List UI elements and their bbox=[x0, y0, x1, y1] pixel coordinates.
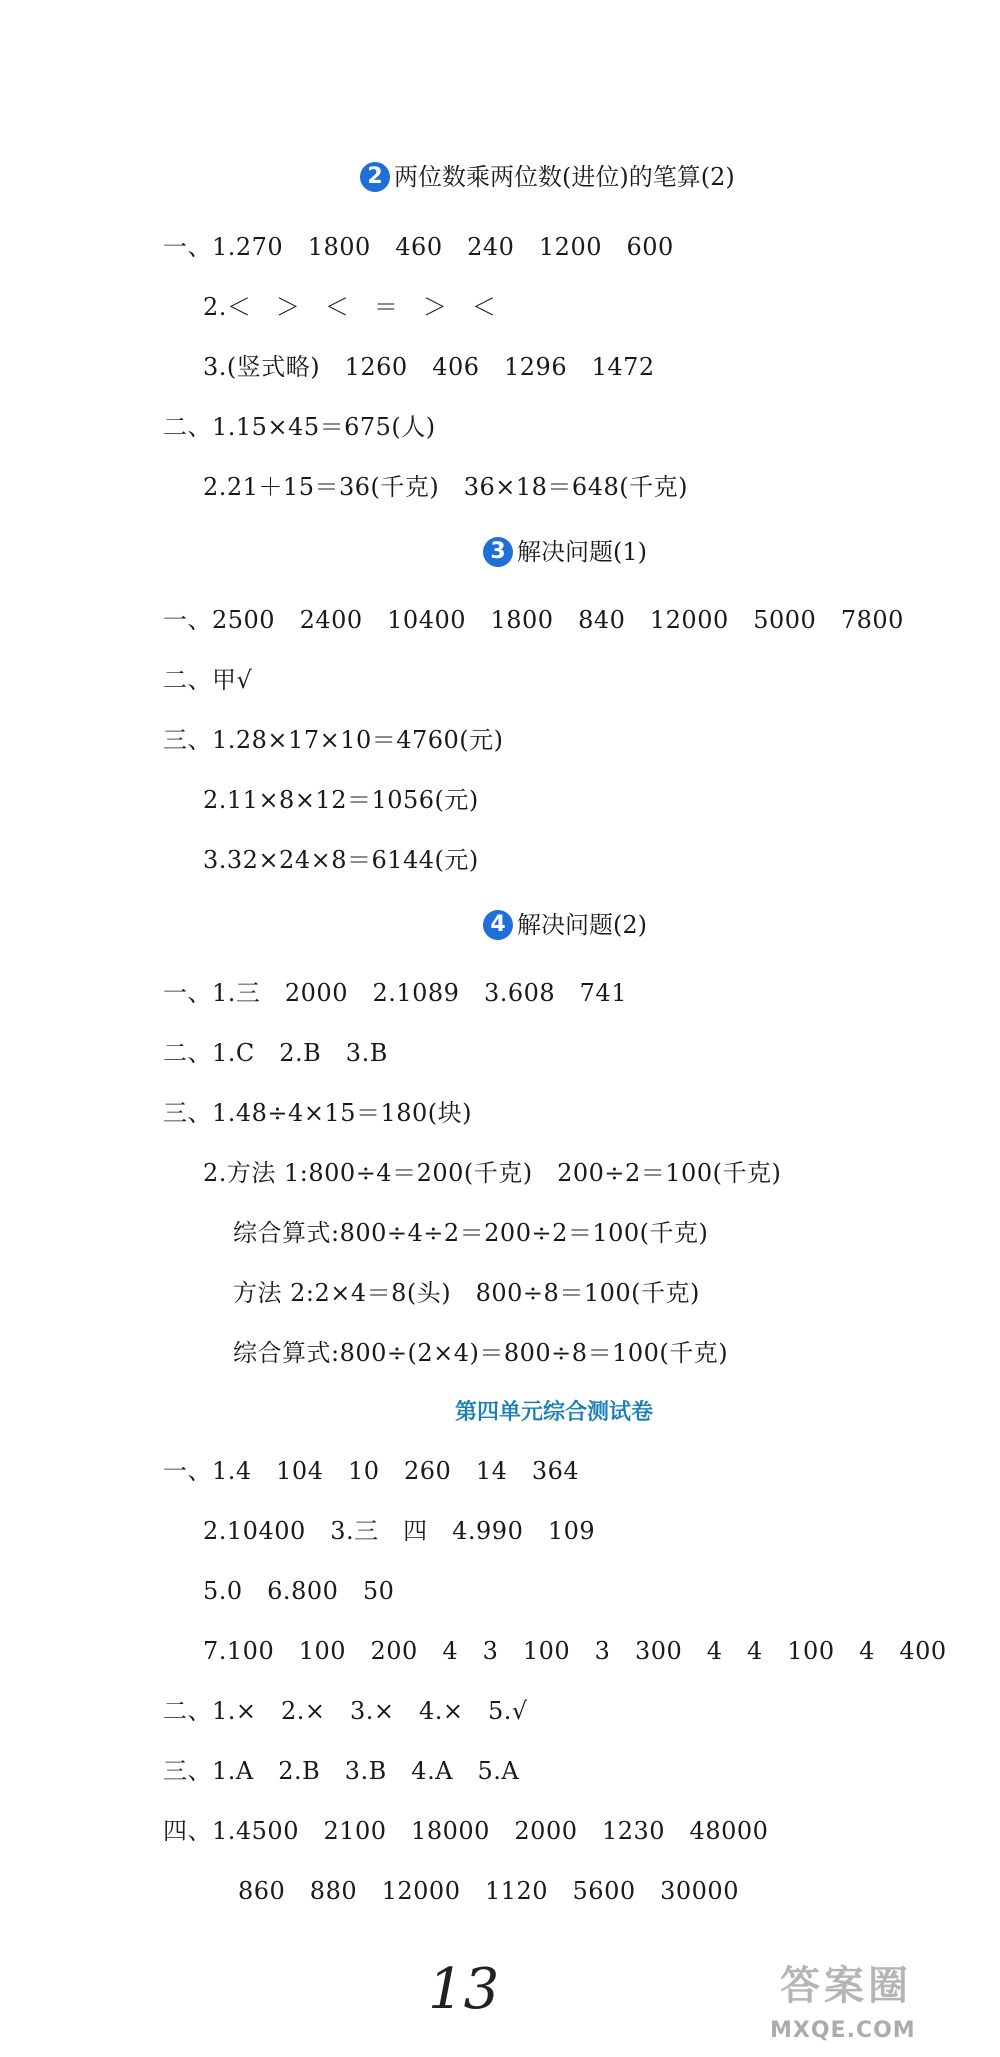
answer-line: 2.＜ ＞ ＜ ＝ ＞ ＜ bbox=[203, 293, 497, 321]
answer-line: 一、1.三 2000 2.1089 3.608 741 bbox=[163, 979, 627, 1007]
answer-line: 二、1.× 2.× 3.× 4.× 5.√ bbox=[163, 1697, 528, 1725]
answer-line: 四、1.4500 2100 18000 2000 1230 48000 bbox=[163, 1817, 769, 1845]
section-heading-4 bbox=[483, 908, 647, 942]
section-title: 解决问题(2) bbox=[517, 911, 647, 939]
answer-line: 2.21＋15＝36(千克) 36×18＝648(千克) bbox=[203, 473, 688, 501]
answer-line: 3.32×24×8＝6144(元) bbox=[203, 846, 479, 874]
number-badge-icon: 3 bbox=[483, 537, 513, 567]
section-heading-3 bbox=[483, 535, 647, 569]
answer-line: 综合算式:800÷4÷2＝200÷2＝100(千克) bbox=[233, 1219, 709, 1247]
answer-line: 860 880 12000 1120 5600 30000 bbox=[238, 1877, 739, 1905]
answer-line: 2.方法 1:800÷4＝200(千克) 200÷2＝100(千克) bbox=[203, 1159, 782, 1187]
answer-line: 3.(竖式略) 1260 406 1296 1472 bbox=[203, 353, 655, 381]
answer-line: 三、1.48÷4×15＝180(块) bbox=[163, 1099, 472, 1127]
section-title: 解决问题(1) bbox=[517, 538, 647, 566]
answer-line: 方法 2:2×4＝8(头) 800÷8＝100(千克) bbox=[233, 1279, 700, 1307]
watermark-logo bbox=[740, 1961, 990, 2051]
watermark-text: 答案圈 bbox=[780, 1963, 912, 2009]
section-title: 两位数乘两位数(进位)的笔算(2) bbox=[394, 163, 735, 191]
answer-line: 综合算式:800÷(2×4)＝800÷8＝100(千克) bbox=[233, 1339, 729, 1367]
section-heading-2 bbox=[360, 160, 735, 194]
answer-line: 一、1.4 104 10 260 14 364 bbox=[163, 1457, 580, 1485]
answer-line: 三、1.28×17×10＝4760(元) bbox=[163, 726, 504, 754]
answer-line: 2.11×8×12＝1056(元) bbox=[203, 786, 479, 814]
page-number: 13 bbox=[428, 1957, 500, 2022]
unit-test-title: 第四单元综合测试卷 bbox=[455, 1400, 654, 1425]
answer-line: 5.0 6.800 50 bbox=[203, 1577, 395, 1605]
answer-line: 二、甲√ bbox=[163, 666, 253, 694]
watermark-url: MXQE.COM bbox=[770, 2018, 916, 2043]
number-badge-icon: 4 bbox=[483, 910, 513, 940]
answer-line: 7.100 100 200 4 3 100 3 300 4 4 100 4 400 bbox=[203, 1637, 947, 1665]
answer-line: 一、1.270 1800 460 240 1200 600 bbox=[163, 233, 674, 261]
answer-line: 二、1.C 2.B 3.B bbox=[163, 1039, 388, 1067]
answer-line: 三、1.A 2.B 3.B 4.A 5.A bbox=[163, 1757, 520, 1785]
number-badge-icon: 2 bbox=[360, 162, 390, 192]
answer-line: 二、1.15×45＝675(人) bbox=[163, 413, 436, 441]
answer-line: 2.10400 3.三 四 4.990 109 bbox=[203, 1517, 596, 1545]
answer-line: 一、2500 2400 10400 1800 840 12000 5000 7800 bbox=[163, 606, 904, 634]
